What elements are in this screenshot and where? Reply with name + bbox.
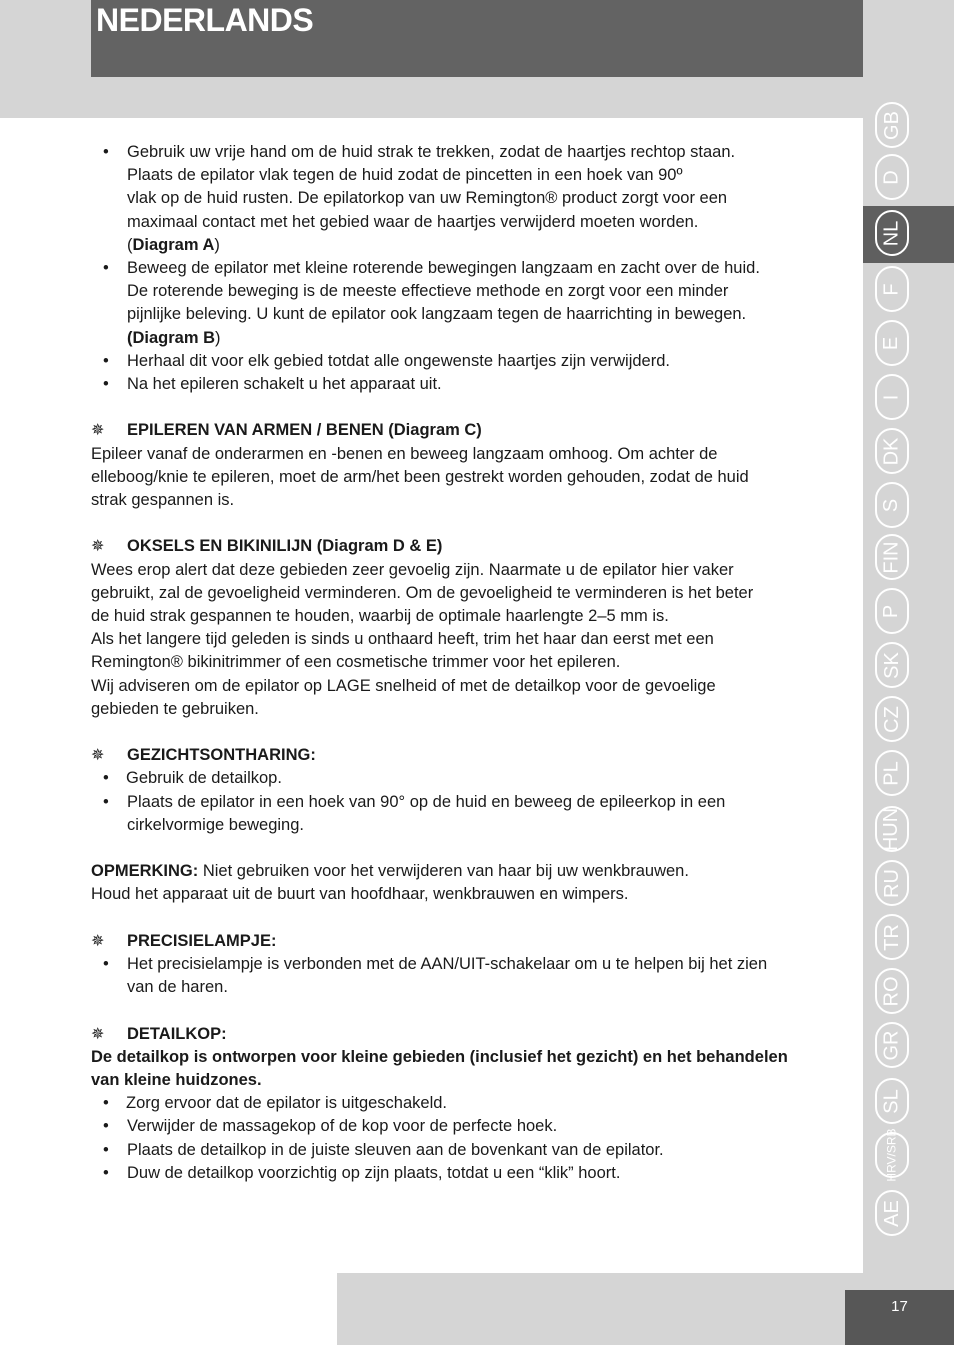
language-tab-ae[interactable] [875,1190,909,1236]
text-line: gebruikt, zal de gevoeligheid verminderen. Om de gevoeligheid te verminderen is het beter [91,583,754,602]
text-line: van kleine huidzones. [91,1071,262,1090]
page-title: NEDERLANDS [96,2,314,38]
language-tab-label: GR [880,1030,903,1060]
note: OPMERKING: Niet gebruiken voor het verwijderen van haar bij uw wenkbrauwen. [91,862,689,881]
language-tab-cz[interactable] [875,696,909,742]
language-tab-sk[interactable] [875,642,909,688]
language-tab-label: RO [880,976,903,1006]
section-heading: ✵ EPILEREN VAN ARMEN / BENEN (Diagram C) [91,419,861,442]
language-tab-fin[interactable] [875,534,909,580]
language-tab-d[interactable] [875,154,909,200]
list-item: • Plaats de epilator in een hoek van 90° op de huid en beweeg de epileerkop in een [91,791,861,814]
text-line: pijnlijke beleving. U kunt de epilator ook langzaam tegen de haarrichting in bewegen. [127,305,747,324]
star-icon: ✵ [91,538,105,556]
language-tab-nl[interactable] [875,210,909,256]
text-line: Houd het apparaat uit de buurt van hoofdhaar, wenkbrauwen en wimpers. [91,885,629,904]
diagram-ref: Diagram A [132,235,215,254]
text-line: van de haren. [127,978,228,997]
language-tab-s[interactable] [875,482,909,528]
language-tab-label: F [880,282,903,296]
language-tab-label: D [880,169,903,185]
text-line: Plaats de epilator vlak tegen de huid zodat de pincetten in een hoek van 90º [127,166,683,185]
main-content [91,141,861,1185]
text-line: Wij adviseren om de epilator op LAGE snelheid of met de detailkop voor de gevoelige [91,676,716,695]
section-heading: ✵ GEZICHTSONTHARING: [91,744,861,767]
star-icon: ✵ [91,1025,105,1043]
language-tab-label: CZ [880,705,903,733]
header-bar [91,0,863,77]
language-tab-label: SK [880,651,903,679]
language-tab-label: NL [880,220,903,246]
diagram-ref: Diagram B [132,328,216,347]
language-tab-ru[interactable] [875,860,909,906]
text-line: Als het langere tijd geleden is sinds u onthaard heeft, trim het haar dan eerst met een [91,630,714,649]
language-tab-label: PL [880,760,903,786]
language-tab-label: S [880,498,903,512]
language-tab-tr[interactable] [875,914,909,960]
language-tab-p[interactable] [875,588,909,634]
section-heading: ✵ PRECISIELAMPJE: [91,930,861,953]
language-tab-label: AE [880,1199,903,1227]
text-line: vlak op de huid rusten. De epilatorkop van uw Remington® product zorgt voor een [127,189,728,208]
language-tab-ro[interactable] [875,968,909,1014]
language-tab-pl[interactable] [875,750,909,796]
text-line: De detailkop is ontworpen voor kleine gebieden (inclusief het gezicht) en het behandelen [91,1047,788,1066]
list-item: • Na het epileren schakelt u het apparaat uit. [91,373,861,396]
list-item: • Herhaal dit voor elk gebied totdat alle ongewenste haartjes zijn verwijderd. [91,350,861,373]
text-line: maximaal contact met het gebied waar de haartjes verwijderd moeten worden. [127,212,699,231]
section-heading: ✵ DETAILKOP: [91,1023,861,1046]
list-item: • Het precisielampje is verbonden met de AAN/UIT-schakelaar om u te helpen bij het zien [91,953,861,976]
language-tab-gr[interactable] [875,1022,909,1068]
text-line: (Diagram A) [127,235,220,254]
language-tab-label: E [880,336,903,350]
text-line: (Diagram B) [127,328,221,347]
text-line: cirkelvormige beweging. [127,815,304,834]
language-tab-label: HUN [880,807,903,851]
text-line: gebieden te gebruiken. [91,699,259,718]
star-icon: ✵ [91,422,105,440]
footer-panel [0,1273,337,1345]
language-tab-hun[interactable] [875,806,909,852]
section-heading: ✵ OKSELS EN BIKINILIJN (Diagram D & E) [91,535,861,558]
language-tab-gb[interactable] [875,102,909,148]
star-icon: ✵ [91,747,105,765]
list-item: • Duw de detailkop voorzichtig op zijn plaats, totdat u een “klik” hoort. [91,1162,861,1185]
text-line: Remington® bikinitrimmer of een cosmetische trimmer voor het epileren. [91,653,621,672]
language-tab-label: FIN [880,540,903,574]
language-tab-f[interactable] [875,266,909,312]
page-number-box [845,1290,954,1345]
list-item: • Verwijder de massagekop of de kop voor de perfecte hoek. [91,1115,861,1138]
language-tab-hrv-srb[interactable] [875,1128,909,1182]
list-item: • Plaats de detailkop in de juiste sleuven aan de bovenkant van de epilator. [91,1139,861,1162]
language-tab-i[interactable] [875,374,909,420]
text-line: De roterende beweging is de meeste effectieve methode en zorgt voor een minder [127,282,729,301]
language-tab-label: P [880,604,903,618]
language-tab-sl[interactable] [875,1078,909,1124]
language-tab-label: TR [880,923,903,951]
star-icon: ✵ [91,932,105,950]
text-line: strak gespannen is. [91,491,235,510]
list-item: • Gebruik uw vrije hand om de huid strak te trekken, zodat de haartjes rechtop staan. [91,141,861,164]
text-line: de huid strak gespannen te houden, waarbij de optimale haarlengte 2–5 mm is. [91,607,669,626]
text-line: Epileer vanaf de onderarmen en -benen en beweeg langzaam omhoog. Om achter de [91,444,718,463]
list-item: • Gebruik de detailkop. [91,767,861,790]
language-tab-label: GB [880,110,903,140]
language-tab-label: HRV/SRB [885,1128,900,1182]
text-line: Wees erop alert dat deze gebieden zeer gevoelig zijn. Naarmate u de epilator hier vaker [91,560,734,579]
language-tab-label: RU [880,868,903,898]
language-tab-e[interactable] [875,320,909,366]
language-tab-label: I [880,394,903,400]
language-tab-label: SL [880,1088,903,1114]
list-item: • Beweeg de epilator met kleine roterende bewegingen langzaam en zacht over de huid. [91,257,861,280]
language-tab-label: DK [880,437,903,465]
page-number: 17 [891,1298,908,1315]
language-tab-dk[interactable] [875,428,909,474]
text-line: elleboog/knie te epileren, moet de arm/het been gestrekt worden gehouden, zodat de huid [91,467,749,486]
list-item: • Zorg ervoor dat de epilator is uitgeschakeld. [91,1092,861,1115]
note-label: OPMERKING: [91,862,199,881]
